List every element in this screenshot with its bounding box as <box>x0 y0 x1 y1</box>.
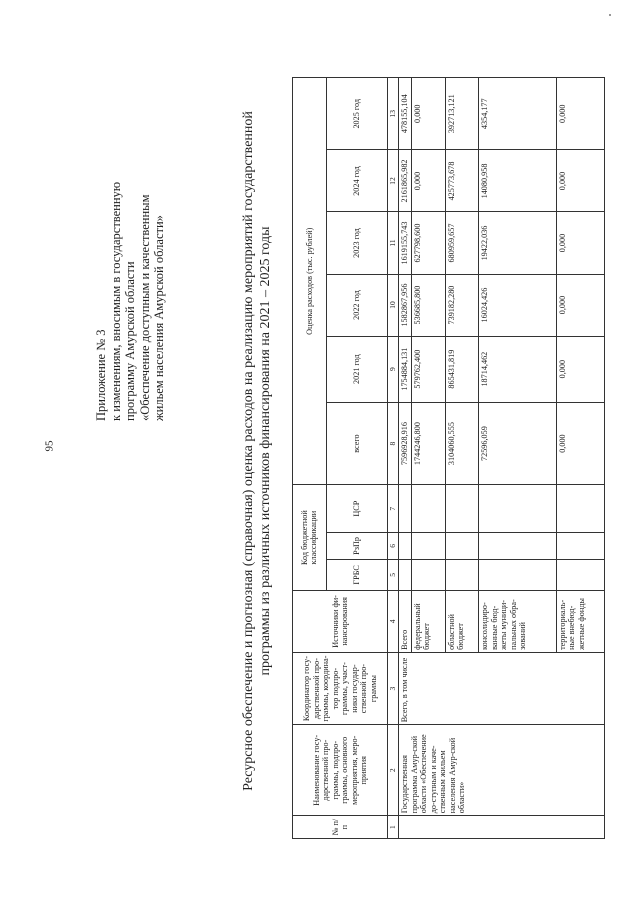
appendix-line: к изменениям, вносимым в государственную <box>108 181 123 421</box>
appendix-line: «Обеспечение доступным и качественным <box>137 194 152 421</box>
grbs-cell <box>445 559 479 590</box>
value-cell: 1744246,800 <box>411 402 445 485</box>
grbs-cell <box>556 559 604 590</box>
page-number: 95 <box>43 440 56 452</box>
appendix-line: жильем населения Амурской области» <box>152 215 166 421</box>
column-number: 13 <box>388 78 399 150</box>
value-cell: 19422,036 <box>479 212 556 274</box>
scan-speck <box>609 14 611 16</box>
header-total: всего <box>326 402 388 485</box>
column-number: 10 <box>388 274 399 336</box>
value-cell: 72596,059 <box>479 402 556 485</box>
header-2024: 2024 год <box>326 150 388 212</box>
rzpr-cell <box>399 532 412 559</box>
header-2025: 2025 год <box>326 78 388 150</box>
grbs-cell <box>399 559 412 590</box>
header-num: № п/п <box>293 816 388 839</box>
source-cell: Всего <box>399 590 412 652</box>
value-cell: 18714,462 <box>479 336 556 402</box>
value-cell: 425773,678 <box>445 150 479 212</box>
grbs-cell <box>479 559 556 590</box>
column-number-row <box>388 78 399 839</box>
value-cell: 1619155,743 <box>399 212 412 274</box>
value-cell: 536685,800 <box>411 274 445 336</box>
appendix-note <box>94 61 167 421</box>
value-cell: 1754884,131 <box>399 336 412 402</box>
value-cell: 579762,400 <box>411 336 445 402</box>
value-cell: 14080,958 <box>479 150 556 212</box>
column-number: 2 <box>388 725 399 816</box>
value-cell: 0,000 <box>411 78 445 150</box>
rzpr-cell <box>479 532 556 559</box>
rotated-page-content <box>84 67 636 851</box>
csr-cell <box>479 485 556 533</box>
value-cell: 739182,280 <box>445 274 479 336</box>
value-cell: 0,000 <box>556 402 604 485</box>
column-number: 3 <box>388 652 399 724</box>
title-line: Ресурсное обеспечение и прогнозная (справочная) оценка расходов на реализацию мероприятий государственной <box>241 111 256 791</box>
rzpr-cell <box>445 532 479 559</box>
value-cell: 0,000 <box>556 78 604 150</box>
header-name: Наименование госу-дарственной про-граммы, подпро-граммы, основного мероприятия, меро-приятия <box>293 725 388 816</box>
column-number: 7 <box>388 485 399 533</box>
source-cell: областной бюджет <box>445 590 479 652</box>
appendix-line: программу Амурской области <box>123 261 137 421</box>
value-cell: 680959,657 <box>445 212 479 274</box>
value-cell: 392713,121 <box>445 78 479 150</box>
header-estimate: Оценка расходов (тыс. рублей) <box>293 78 327 485</box>
header-2022: 2022 год <box>326 274 388 336</box>
column-number: 6 <box>388 532 399 559</box>
rzpr-cell <box>556 532 604 559</box>
source-cell: территориаль-ные внебюд-жетные фонды <box>556 590 604 652</box>
column-number: 4 <box>388 590 399 652</box>
value-cell: 3104060,555 <box>445 402 479 485</box>
header-2023: 2023 год <box>326 212 388 274</box>
header-csr: ЦСР <box>326 485 388 533</box>
value-cell: 7596928,916 <box>399 402 412 485</box>
value-cell: 0,000 <box>556 336 604 402</box>
value-cell: 0,000 <box>556 274 604 336</box>
value-cell: 865431,819 <box>445 336 479 402</box>
csr-cell <box>445 485 479 533</box>
csr-cell <box>399 485 412 533</box>
value-cell: 16024,426 <box>479 274 556 336</box>
column-number: 8 <box>388 402 399 485</box>
program-name: Государственная программа Амур-ской области «Обеспечение до-ступным и каче-ственным жильем населения Амур-ской области» <box>399 725 605 816</box>
header-grbs: ГРБС <box>326 559 388 590</box>
document-title <box>240 91 274 811</box>
column-number: 9 <box>388 336 399 402</box>
value-cell: 0,000 <box>556 150 604 212</box>
source-cell: консолидиро-ванные бюд-жеты муници-пальных обра-зований <box>479 590 556 652</box>
column-number: 12 <box>388 150 399 212</box>
column-number: 5 <box>388 559 399 590</box>
csr-cell <box>556 485 604 533</box>
header-row <box>293 78 327 839</box>
value-cell: 4354,177 <box>479 78 556 150</box>
header-source: Источники фи-нансирования <box>293 590 388 652</box>
appendix-line: Приложение № 3 <box>94 329 108 421</box>
header-coordinator: Координатор госу-дарственной про-граммы, координа-тор подпро-граммы, участ-ники государ-ственной про-граммы <box>293 652 388 724</box>
header-2021: 2021 год <box>326 336 388 402</box>
column-number: 1 <box>388 816 399 839</box>
csr-cell <box>411 485 445 533</box>
value-cell: 1582867,956 <box>399 274 412 336</box>
rzpr-cell <box>411 532 445 559</box>
header-rzpr: РзПр <box>326 532 388 559</box>
header-budget-code: Код бюджетной классификации <box>293 485 327 590</box>
program-coordinator: Всего, в том числе <box>399 652 605 724</box>
program-num <box>399 816 605 839</box>
value-cell: 627798,600 <box>411 212 445 274</box>
title-line: программы из различных источников финансирования на 2021 – 2025 годы <box>258 226 273 676</box>
value-cell: 2161865,982 <box>399 150 412 212</box>
value-cell: 478155,104 <box>399 78 412 150</box>
source-cell: федеральный бюджет <box>411 590 445 652</box>
resource-table <box>292 77 605 839</box>
column-number: 11 <box>388 212 399 274</box>
value-cell: 0,000 <box>411 150 445 212</box>
value-cell: 0,000 <box>556 212 604 274</box>
table-row <box>399 78 412 839</box>
grbs-cell <box>411 559 445 590</box>
